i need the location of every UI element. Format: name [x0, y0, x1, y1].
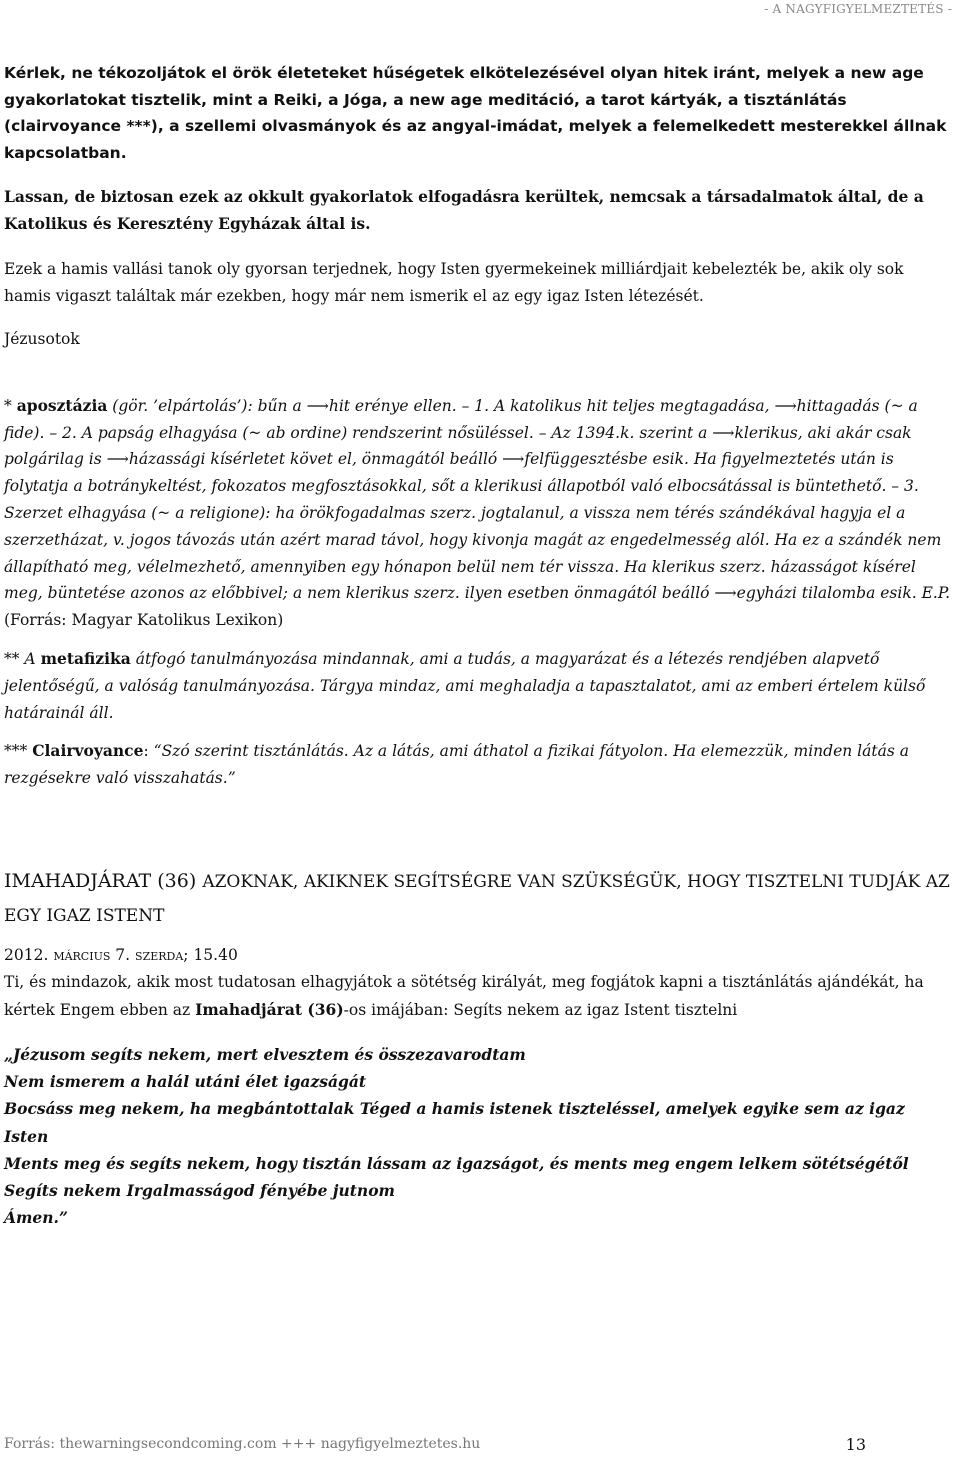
title-number: (36) — [151, 869, 203, 892]
footnote-marker: * — [4, 396, 17, 415]
crusade-prayer-title — [4, 864, 954, 933]
date-month: MÁRCIUS — [53, 949, 111, 963]
footnote-source: (Forrás: Magyar Katolikus Lexikon) — [4, 611, 284, 630]
footnote-clairvoyance — [4, 738, 954, 792]
date-day: 7. — [110, 945, 136, 964]
prayer-line: Bocsáss meg nekem, ha megbántottalak Téged a hamis istenek tiszteléssel, amelyek egyike sem az igaz Isten — [4, 1099, 905, 1146]
page-footer — [4, 1436, 866, 1452]
prayer-text — [4, 1041, 954, 1231]
running-header: - A NAGYFIGYELMEZTETÉS - — [764, 2, 952, 16]
intro-text-end: -os imájában: Segíts nekem az igaz Istent tisztelni — [343, 1001, 738, 1020]
footnote-text: “Szó szerint tisztánlátás. Az a látás, ami áthatol a fizikai fátyolon. Ha elemezzük, minden látás a rezgésekre való visszahatás.” — [4, 742, 909, 788]
footnote-term: aposztázia — [16, 395, 108, 415]
footnote-term: metafizika — [40, 648, 131, 668]
prayer-line: Ments meg és segíts nekem, hogy tisztán lássam az igazságot, és ments meg engem lelkem sötétségétől — [4, 1153, 909, 1173]
footnote-text: átfogó tanulmányozása mindannak, ami a tudás, a magyarázat és a létezés rendjében alapvető jelentőségű, a valóság tanulmányozása. Tárgya mindaz, ami meghaladja a tapasztalatot, ami az emberi értelem külső határainál áll. — [4, 649, 926, 722]
prayer-intro — [4, 969, 954, 1025]
message-date — [4, 943, 954, 969]
footnote-marker: *** — [4, 742, 33, 761]
date-year: 2012. — [4, 945, 54, 964]
paragraph-occult: Lassan, de biztosan ezek az okkult gyakorlatok elfogadásra kerültek, nemcsak a társadalmatok által, de a Katolikus és Keresztény Egyházak által is. — [4, 186, 924, 233]
paragraph-warning: Kérlek, ne tékozoljátok el örök életeteket hűségetek elkötelezésével olyan hitek iránt, melyek a new age gyakorlatokat tisztelik, mint a Reiki, a Jóga, a new age meditáció, a tarot kártyák, a tisztánlátás (clairvoyance ***), a szellemi olvasmányok és az angyal-imádat, melyek a felemelkedett mesterekkel állnak kapcsolatban. — [4, 64, 947, 163]
footer-source: Forrás: thewarningsecondcoming.com +++ nagyfigyelmeztetes.hu — [4, 1436, 481, 1452]
prayer-line: Ámen.” — [4, 1208, 68, 1228]
page-number: 13 — [845, 1435, 866, 1454]
footnote-metaphysics — [4, 646, 954, 726]
title-word: IMAHADJÁRAT — [4, 869, 152, 892]
date-weekday: SZERDA — [135, 949, 184, 963]
footnote-term: Clairvoyance — [32, 741, 144, 761]
intro-text: Ti, és mindazok, akik most tudatosan elhagyjátok a sötétség királyát, meg fogjátok kapni a tisztánlátás ajándékát, ha kértek Engem ebben az — [4, 972, 924, 1020]
prayer-line: Nem ismerem a halál utáni élet igazságát — [4, 1072, 367, 1092]
footnote-marker: ** A — [4, 649, 41, 668]
page-body — [4, 60, 954, 1231]
prayer-line: Segíts nekem Irgalmasságod fényébe jutnom — [4, 1180, 395, 1200]
date-time: ; 15.40 — [183, 945, 238, 964]
footnote-colon: : — [143, 742, 154, 761]
paragraph-false-teachings: Ezek a hamis vallási tanok oly gyorsan terjednek, hogy Isten gyermekeinek milliárdjait kebelezték be, akik oly sok hamis vigaszt találtak már ezekben, hogy már nem ismerik el az egy igaz Isten létezését. — [4, 259, 904, 305]
prayer-line: „Jézusom segíts nekem, mert elvesztem és összezavarodtam — [4, 1044, 526, 1064]
signature: Jézusotok — [4, 329, 80, 348]
footnote-apostasy — [4, 393, 954, 634]
intro-crusade-name: Imahadjárat (36) — [195, 1000, 344, 1020]
footnote-text: (gör. ’elpártolás’): bűn a ⟶hit erénye ellen. – 1. A katolikus hit teljes megtagadása, ⟶hittagadás (~ a fide). – 2. A papság elhagyása (~ ab ordine) rendszerint nősüléssel. – Az 1394.k. szerint a ⟶klerikus, aki akár csak polgárilag is ⟶házassági kísérletet követ el, önmagától beálló ⟶felfüggesztésbe esik. Ha figyelmeztetés után is folytatja a botránykeltést, fokozatos megfosztásokkal, sőt a klerikusi állapotból való elbocsátással is büntethető. – 3. Szerzet elhagyása (~ a religione): ha örökfogadalmas szerz. jogtalanul, a vissza nem térés szándékával hagyja el a szerzetházat, v. jogos távozás után azért marad távol, hogy kivonja magát az engedelmesség alól. Ha ez a szándék nem állapítható meg, vélelmezhető, amennyiben egy hónapon belül nem tér vissza. Ha klerikus szerz. házasságot kísérel meg, büntetése azonos az előbbivel; a nem klerikus szerz. ilyen esetben önmagától beálló ⟶egyházi tilalomba esik. E.P. — [4, 396, 951, 603]
title-rest: AZOKNAK, AKIKNEK SEGÍTSÉGRE VAN SZÜKSÉGÜK, HOGY TISZTELNI TUDJÁK AZ EGY IGAZ ISTENT — [4, 871, 950, 926]
